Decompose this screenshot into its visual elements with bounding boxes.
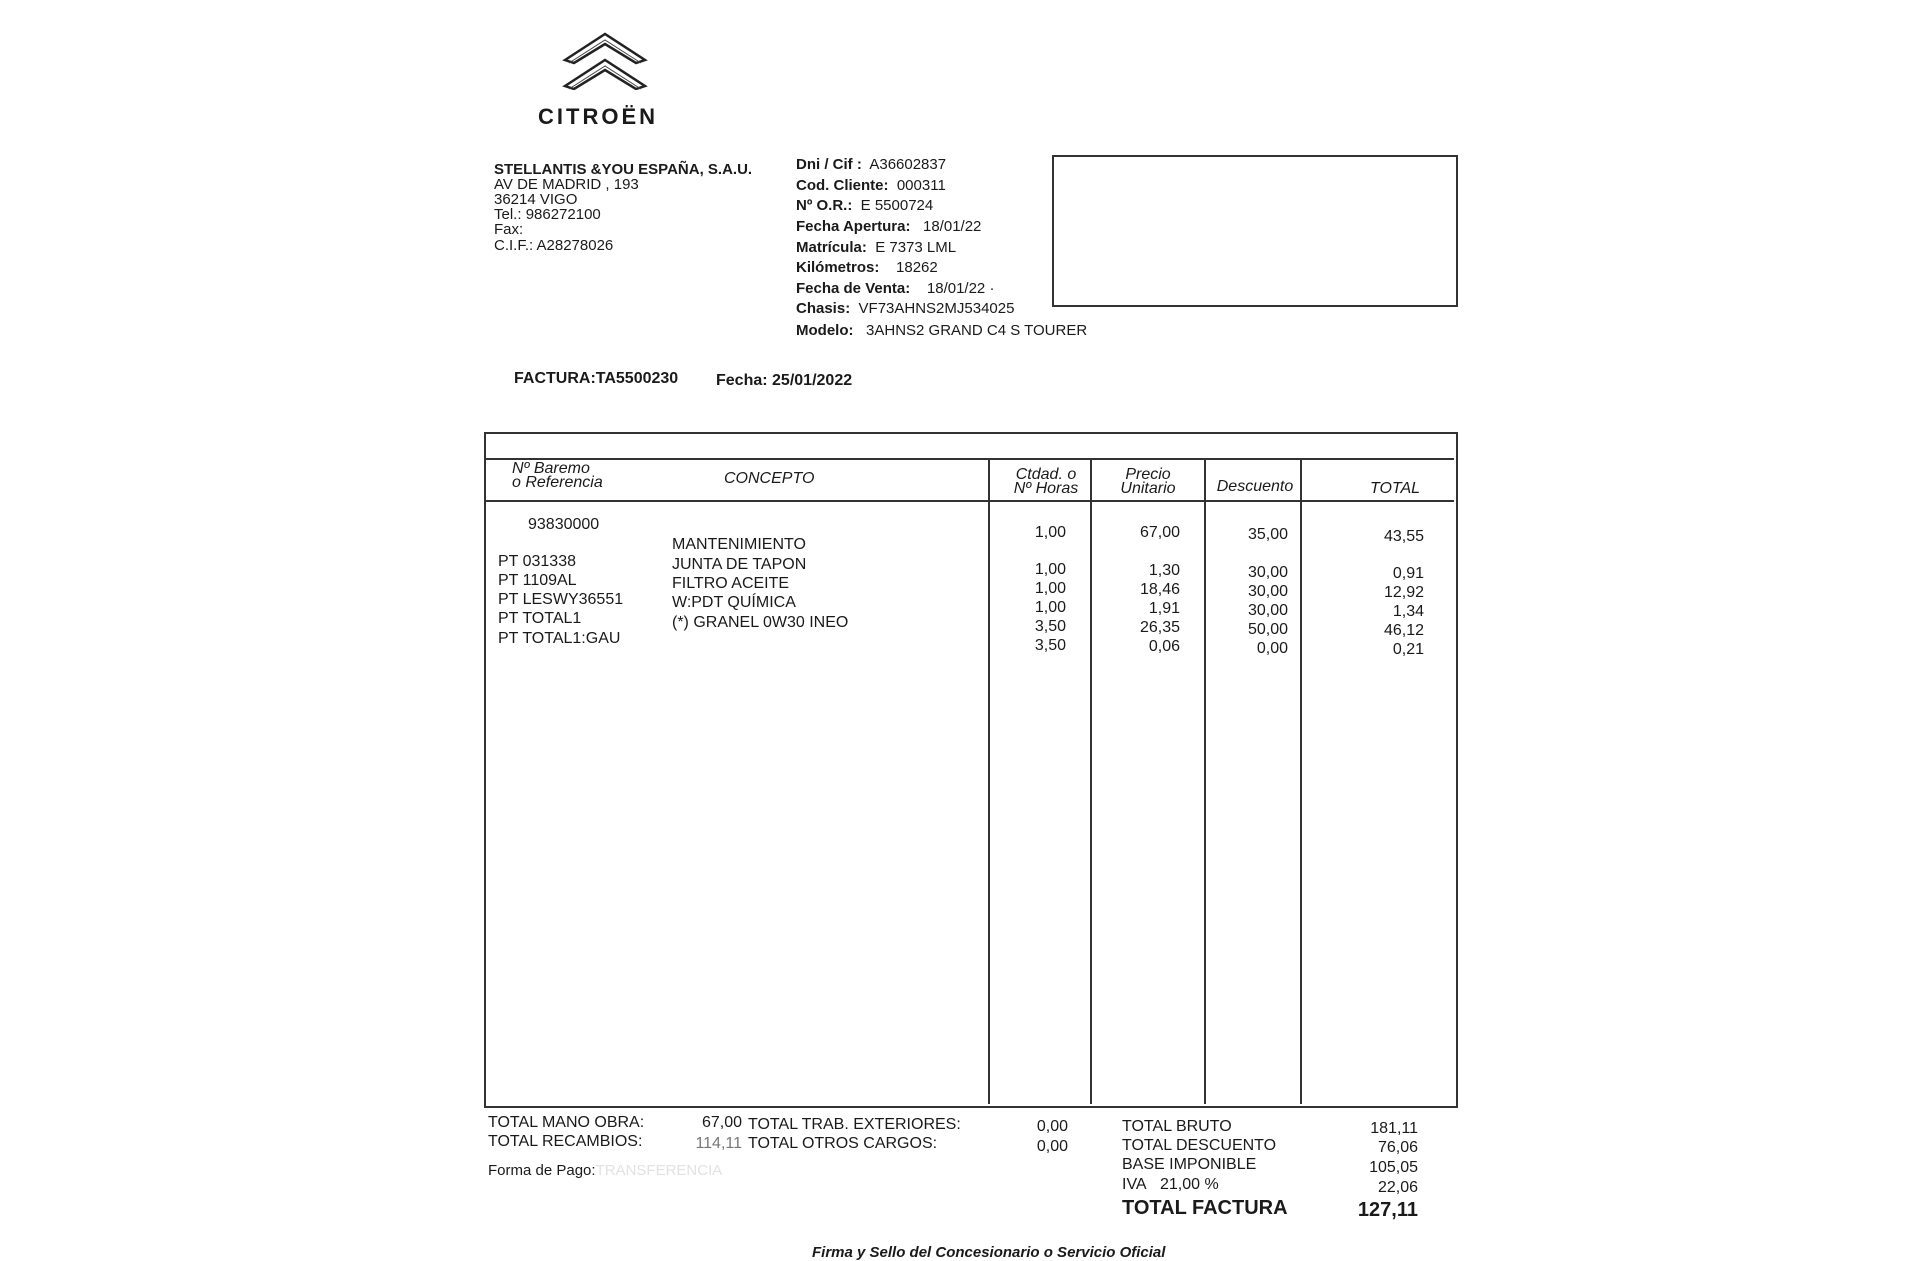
part-total: 1,34	[1392, 603, 1424, 620]
invoice-number	[514, 370, 678, 388]
part-total: 46,12	[1383, 622, 1424, 639]
total-mano-obra-label: TOTAL MANO OBRA:	[488, 1114, 645, 1131]
info-label: Fecha de Venta:	[796, 280, 911, 297]
company-city: 36214 VIGO	[494, 191, 578, 208]
header-total: TOTAL	[1369, 480, 1421, 497]
labour-qty: 1,00	[1034, 524, 1066, 541]
header-discount: Descuento	[1216, 478, 1294, 495]
part-ref: PT 031338	[498, 553, 576, 570]
info-fecha-venta	[796, 280, 994, 297]
info-chasis	[796, 300, 1014, 317]
labour-concept: MANTENIMIENTO	[672, 536, 806, 553]
part-qty: 3,50	[1034, 637, 1066, 654]
part-price: 1,91	[1148, 600, 1180, 617]
total-otros-label: TOTAL OTROS CARGOS:	[748, 1135, 938, 1152]
total-descuento-value: 76,06	[1377, 1139, 1418, 1156]
iva-line	[1122, 1176, 1219, 1194]
total-descuento-label: TOTAL DESCUENTO	[1122, 1137, 1277, 1154]
phone-label: Tel.:	[494, 206, 522, 223]
header-qty-line1: Ctdad. o	[1015, 466, 1077, 483]
part-total: 12,92	[1383, 584, 1424, 601]
part-concept: W:PDT QUÍMICA	[672, 594, 796, 611]
info-label: Kilómetros:	[796, 259, 880, 276]
part-price: 26,35	[1139, 619, 1180, 636]
table-header-divider	[484, 500, 1454, 502]
column-divider	[988, 460, 990, 1104]
part-ref: PT TOTAL1	[498, 610, 582, 627]
part-ref: PT TOTAL1:GAU	[498, 630, 621, 647]
part-price: 0,06	[1148, 638, 1180, 655]
part-concept: FILTRO ACEITE	[672, 575, 790, 592]
part-price: 18,46	[1139, 581, 1180, 598]
header-price-line1: Precio	[1125, 466, 1171, 483]
part-total: 0,21	[1392, 641, 1424, 658]
info-label: Dni / Cif :	[796, 156, 862, 173]
factura-label: FACTURA:	[514, 370, 596, 387]
total-recambios-label: TOTAL RECAMBIOS:	[488, 1133, 643, 1150]
iva-rate: 21,00 %	[1159, 1176, 1219, 1193]
column-divider	[1300, 460, 1302, 1104]
invoice-table	[484, 432, 1458, 1108]
base-imponible-label: BASE IMPONIBLE	[1122, 1156, 1257, 1173]
info-value: E 5500724	[860, 197, 934, 214]
info-label: Cod. Cliente:	[796, 177, 889, 194]
part-discount: 0,00	[1256, 640, 1288, 657]
info-fecha-apertura	[796, 218, 981, 235]
cif-value: A28278026	[536, 237, 614, 254]
factura-value: TA5500230	[595, 370, 679, 387]
info-modelo	[796, 322, 1087, 339]
company-cif	[494, 238, 613, 253]
header-ref	[512, 462, 603, 490]
labour-price: 67,00	[1139, 524, 1180, 541]
recipient-address-box	[1052, 155, 1458, 307]
header-ref-line1: Nº Baremo	[512, 460, 590, 477]
info-dni	[796, 156, 946, 173]
labour-total: 43,55	[1383, 528, 1424, 545]
fecha-value: 25/01/2022	[772, 372, 853, 389]
invoice-date	[716, 372, 852, 390]
info-value: 000311	[896, 177, 946, 194]
part-ref: PT LESWY36551	[498, 591, 624, 608]
part-concept: JUNTA DE TAPON	[672, 556, 807, 573]
part-concept: (*) GRANEL 0W30 INEO	[672, 614, 849, 631]
info-cod-cliente	[796, 177, 946, 194]
fecha-label: Fecha:	[716, 372, 768, 389]
labour-discount: 35,00	[1247, 526, 1288, 543]
total-factura-label: TOTAL FACTURA	[1122, 1197, 1288, 1219]
total-trab-ext-value: 0,00	[1036, 1118, 1068, 1135]
total-trab-ext-label: TOTAL TRAB. EXTERIORES:	[748, 1116, 961, 1133]
info-matricula	[796, 239, 956, 256]
cif-label: C.I.F.:	[494, 237, 534, 254]
forma-pago	[488, 1162, 722, 1179]
header-concepto: CONCEPTO	[724, 470, 815, 487]
header-ref-line2: o Referencia	[512, 474, 603, 491]
signature-caption: Firma y Sello del Concesionario o Servicio Oficial	[812, 1244, 1166, 1261]
total-mano-obra-value: 67,00	[701, 1114, 742, 1131]
iva-value: 22,06	[1377, 1179, 1418, 1196]
forma-pago-label: Forma de Pago:	[488, 1162, 596, 1179]
total-recambios-value: 114,11	[695, 1135, 742, 1152]
part-ref: PT 1109AL	[498, 572, 577, 589]
forma-pago-value: TRANSFERENCIA	[595, 1162, 723, 1179]
total-factura-value: 127,11	[1357, 1199, 1418, 1221]
part-discount: 50,00	[1247, 621, 1288, 638]
part-qty: 1,00	[1034, 599, 1066, 616]
info-value: 18262	[896, 259, 938, 276]
brand-wordmark: CITROËN	[538, 104, 658, 129]
total-otros-value: 0,00	[1036, 1138, 1068, 1155]
table-top-band	[484, 432, 1454, 460]
company-address: AV DE MADRID , 193	[494, 176, 639, 193]
part-total: 0,91	[1392, 565, 1424, 582]
info-or	[796, 197, 933, 214]
part-discount: 30,00	[1247, 583, 1288, 600]
part-qty: 1,00	[1034, 561, 1066, 578]
total-bruto-label: TOTAL BRUTO	[1122, 1118, 1232, 1135]
info-value: 18/01/22	[923, 218, 982, 235]
header-qty	[1006, 468, 1086, 496]
info-kilometros	[796, 259, 938, 276]
info-label: Matrícula:	[796, 239, 867, 256]
info-label: Modelo:	[796, 322, 854, 339]
part-price: 1,30	[1148, 562, 1180, 579]
header-price	[1108, 468, 1188, 496]
info-value: 3AHNS2 GRAND C4 S TOURER	[866, 322, 1088, 339]
base-imponible-value: 105,05	[1369, 1159, 1418, 1176]
column-divider	[1204, 460, 1206, 1104]
part-discount: 30,00	[1247, 602, 1288, 619]
company-name: STELLANTIS &YOU ESPAÑA, S.A.U.	[494, 161, 753, 178]
company-fax-label: Fax:	[494, 221, 524, 238]
info-value: 18/01/22 ·	[926, 280, 995, 297]
header-price-line2: Unitario	[1120, 480, 1176, 497]
info-value: A36602837	[869, 156, 947, 173]
info-value: E 7373 LML	[875, 239, 957, 256]
iva-label: IVA	[1122, 1176, 1147, 1193]
info-label: Nº O.R.:	[796, 197, 853, 214]
total-bruto-value: 181,11	[1370, 1120, 1418, 1137]
part-qty: 1,00	[1034, 580, 1066, 597]
header-qty-line2: Nº Horas	[1013, 480, 1079, 497]
part-qty: 3,50	[1034, 618, 1066, 635]
info-label: Chasis:	[796, 300, 851, 317]
part-discount: 30,00	[1247, 564, 1288, 581]
company-phone	[494, 207, 601, 222]
info-label: Fecha Apertura:	[796, 218, 911, 235]
citroen-chevrons-logo	[560, 30, 650, 90]
labour-ref: 93830000	[528, 516, 600, 533]
phone-value: 986272100	[525, 206, 601, 223]
info-value: VF73AHNS2MJ534025	[858, 300, 1015, 317]
column-divider	[1090, 460, 1092, 1104]
